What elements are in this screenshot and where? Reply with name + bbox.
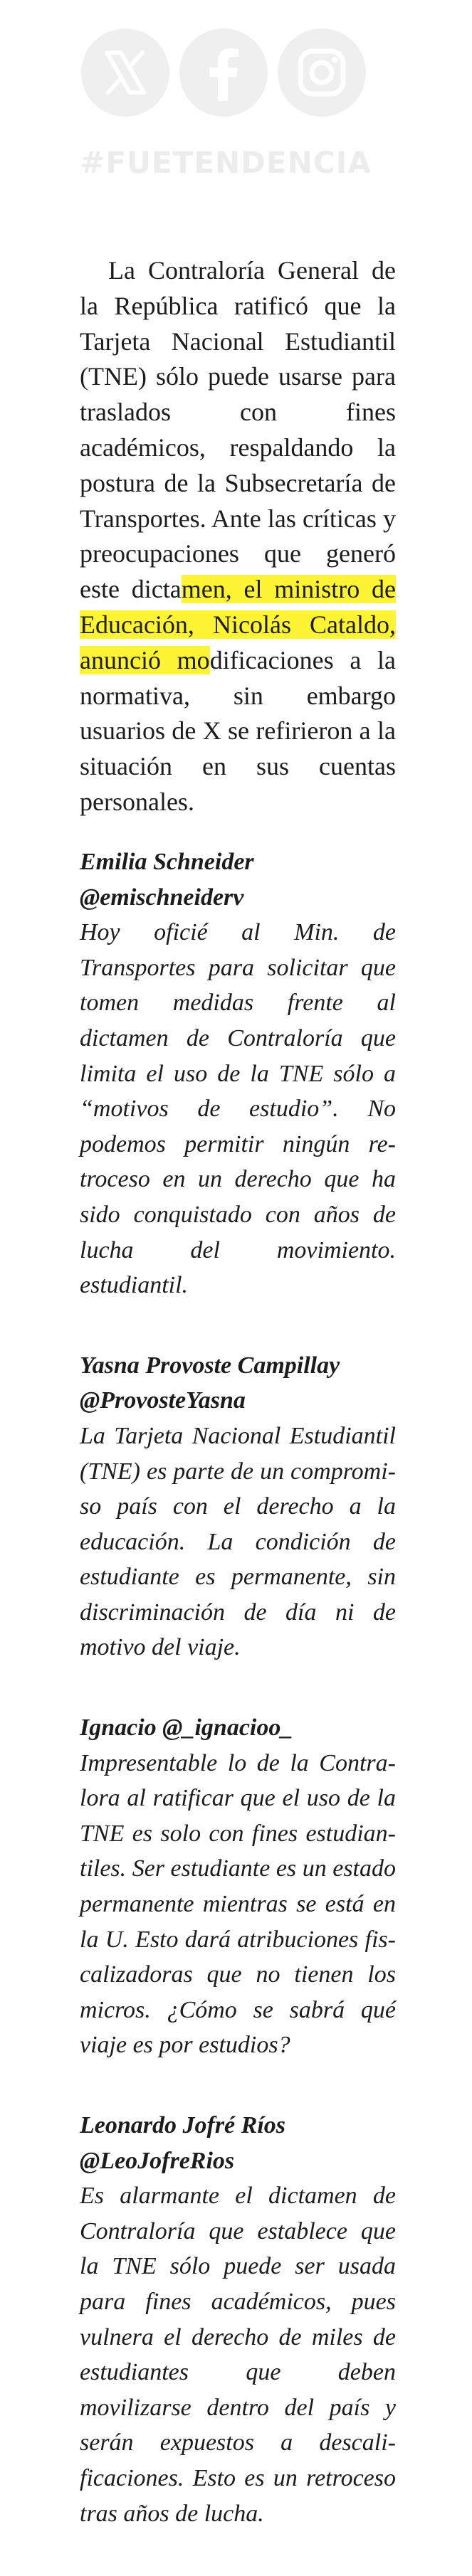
section-tag: #FUETENDENCIA: [80, 145, 372, 180]
tweet-text: Es alarmante el dictamen de Contraloría que establece que la TNE sólo puede ser usada para fines académicos, pues vulnera el derecho de miles de estudiantes que deben movilizarse dentro del país y serán expuestos a descalificaciones. Esto es un retroceso tras años de lucha.: [80, 2183, 396, 2527]
tweet-yasna-provoste: [80, 1348, 396, 1665]
intro-text-after: dificaciones a la normativa, sin embargo usuarios de X se refirieron a la situación en sus cuentas personales.: [80, 645, 396, 816]
x-logo-icon[interactable]: [80, 27, 171, 118]
tweet-author: Yasna Provoste Campillay: [80, 1352, 340, 1379]
facebook-logo-icon[interactable]: [178, 27, 269, 118]
tweet-handle[interactable]: @emischneiderv: [80, 884, 244, 911]
tweet-author: Leonardo Jofré Ríos: [80, 2112, 285, 2138]
instagram-logo-icon[interactable]: [276, 27, 367, 118]
tweet-author: Emilia Schneider: [80, 849, 254, 875]
tweet-text: Hoy oficié al Min. de Transportes para solicitar que tomen medidas frente al dictamen de Contraloría que limita el uso de la TNE sólo a “motivos de estudio”. No podemos permitir ningún retroceso en un derecho que ha sido conquistado con años de lucha del movimiento. estudiantil.: [80, 919, 396, 1299]
tweet-text: La Tarjeta Nacional Estudiantil (TNE) es parte de un compromiso país con el derecho a la educación. La condición de estudiante es permanente, sin discriminación de día ni de motivo del viaje.: [80, 1422, 396, 1661]
tweet-handle[interactable]: @LeoJofreRios: [80, 2147, 235, 2174]
tweet-emilia-schneider: [80, 844, 396, 1303]
tweet-handle[interactable]: @ProvosteYasna: [80, 1387, 246, 1414]
tweet-author: Ignacio @_ignacioo_: [80, 1714, 293, 1742]
tweet-text: Impresentable lo de la Contralora al ratificar que el uso de la TNE es solo con fines estudiantiles. Ser estudiante es un estado permanente mientras se está en la U. Esto dará atribuciones fiscalizadoras que no tienen los micros. ¿Cómo se sabrá qué viaje es por estudios?: [80, 1749, 396, 2059]
tweet-ignacio: [80, 1710, 396, 2063]
intro-paragraph: [80, 253, 396, 820]
intro-highlight: men, el ministro de Educación, Nicolás Cataldo, anunció mo: [80, 575, 396, 674]
tweet-leonardo-jofre: [80, 2108, 396, 2531]
intro-text-before: La Contraloría General de la República ratificó que la Tarjeta Nacional Estudiantil (TNE) sólo puede usarse para traslados con fines académicos, respaldando la postura de la Subsecretaría de Transportes. Ante las críticas y preocupaciones que generó este dicta: [80, 256, 396, 604]
tweet-list: [80, 844, 396, 2576]
